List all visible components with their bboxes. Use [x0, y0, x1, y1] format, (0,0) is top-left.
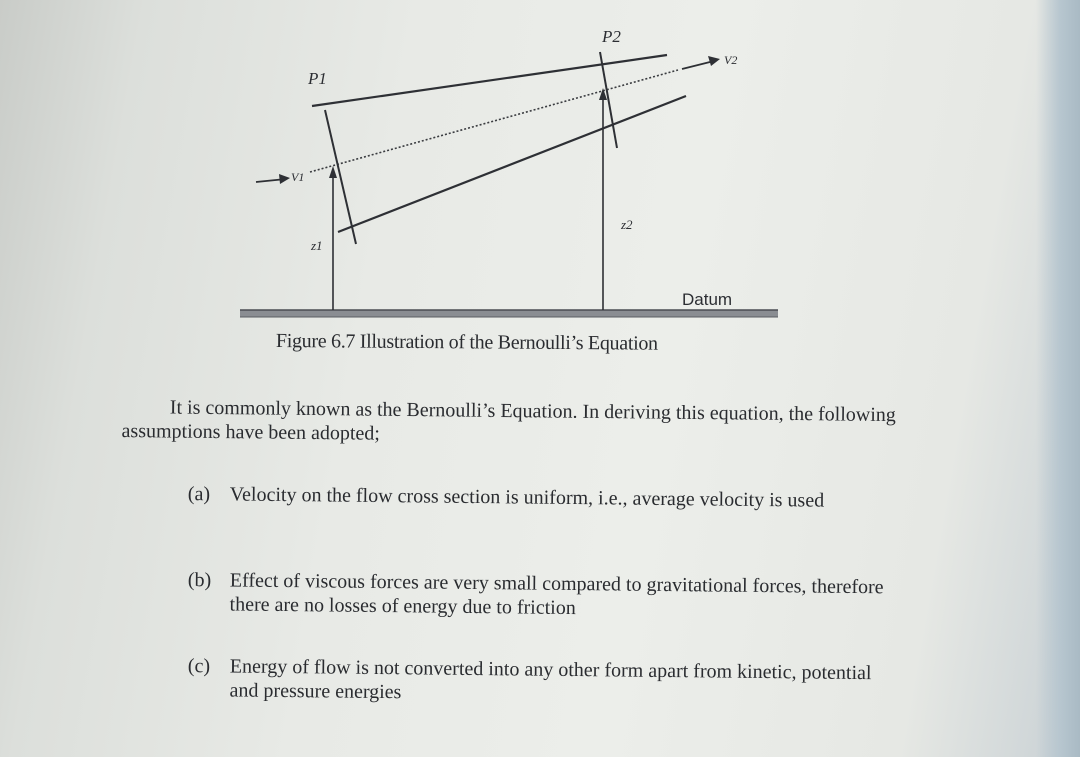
datum-label: Datum [682, 290, 733, 309]
v2-label: V2 [724, 53, 738, 67]
z1-label: z1 [311, 238, 323, 253]
paragraph-text: It is commonly known as the Bernoulli’s Equation. In deriving this equation, the following assumptions have been adopted; [121, 396, 896, 445]
assumption-item-a [188, 482, 888, 513]
assumption-marker: (c) [187, 654, 211, 678]
assumption-text: Velocity on the flow cross section is uniform, i.e., average velocity is used [229, 483, 825, 512]
p1-label: P1 [308, 69, 327, 88]
figure-caption: Figure 6.7 Illustration of the Bernoulli’s Equation [275, 330, 658, 355]
v2-arrow [682, 56, 720, 69]
assumption-text: Effect of viscous forces are very small compared to gravitational forces, therefore there are no losses of energy due to friction [229, 569, 884, 620]
assumption-marker: (b) [187, 568, 212, 592]
assumption-item-b [187, 568, 887, 623]
z2-label: z2 [621, 217, 633, 232]
body-paragraph [121, 395, 901, 451]
datum-line [240, 310, 778, 317]
p2-label: P2 [602, 27, 621, 46]
assumption-text: Energy of flow is not converted into any other form apart from kinetic, potential and pressure energies [229, 655, 872, 704]
pipe-upper-wall [312, 55, 667, 106]
v1-label: V1 [291, 170, 305, 184]
v1-arrow [256, 174, 290, 184]
assumption-item-c [187, 654, 887, 709]
bernoulli-diagram [0, 0, 1080, 330]
assumption-marker: (a) [187, 482, 211, 506]
paragraph-indent [122, 413, 170, 414]
